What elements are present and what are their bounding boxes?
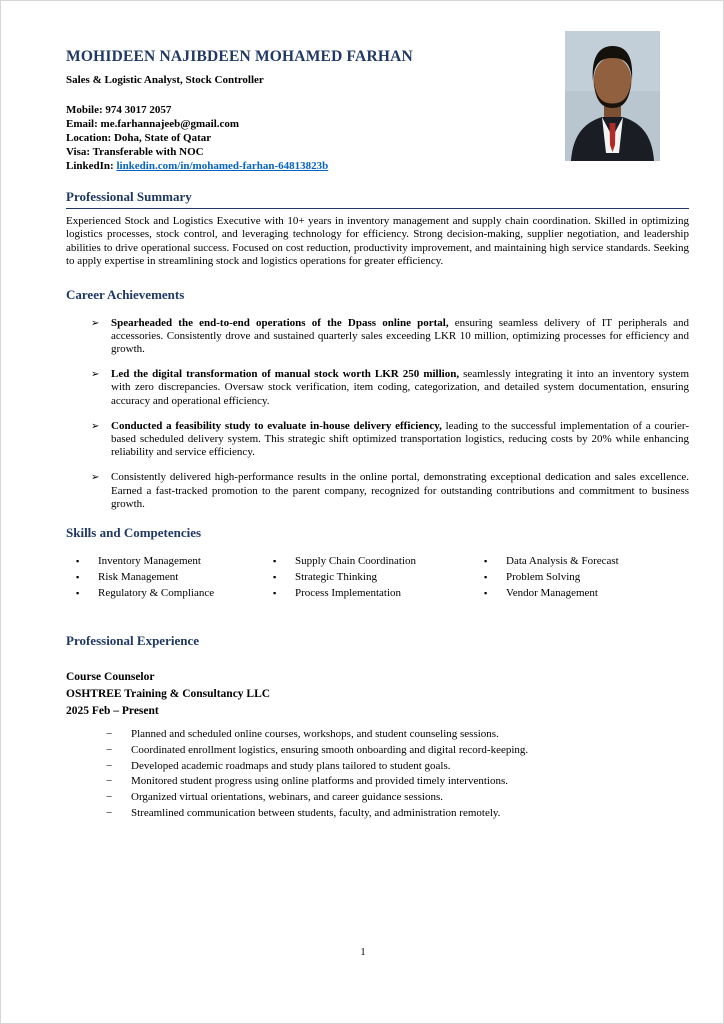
- square-bullet-icon: ▪: [273, 572, 277, 583]
- skills-heading: Skills and Competencies: [66, 525, 202, 541]
- dash-bullet-icon: −: [106, 807, 113, 820]
- mobile-value: 974 3017 2057: [105, 104, 172, 116]
- achievements-heading: Career Achievements: [66, 286, 185, 302]
- square-bullet-icon: ▪: [76, 588, 80, 599]
- dash-bullet-icon: −: [106, 743, 113, 756]
- achievement-text: [111, 317, 689, 357]
- achievement-rest: Consistently delivered high-performance results in the online portal, demonstrating exceptional dedication and sales excellence. Earned a fast-tracked promotion to the parent company, recognized for outstanding contributions and commitment to business growth.: [111, 471, 689, 510]
- job-bullet: [66, 774, 689, 790]
- job-role: Course Counselor: [66, 671, 155, 684]
- visa-label: Visa:: [66, 146, 91, 158]
- achievement-bold: Spearheaded the end-to-end operations of the Dpass online portal,: [111, 316, 449, 329]
- skill-item: [76, 585, 273, 601]
- experience-heading: Professional Experience: [66, 633, 199, 649]
- square-bullet-icon: ▪: [273, 556, 277, 567]
- square-bullet-icon: ▪: [484, 556, 488, 567]
- skill-label: Data Analysis & Forecast: [506, 555, 619, 568]
- skill-item: [484, 569, 689, 585]
- achievement-item: [66, 420, 689, 460]
- achievement-text: [111, 368, 689, 408]
- square-bullet-icon: ▪: [76, 572, 80, 583]
- section-skills: [66, 525, 689, 601]
- job-bullet: [66, 743, 689, 759]
- summary-text: Experienced Stock and Logistics Executive with 10+ years in inventory management and supply chain coordination. Skilled in optimizing logistics processes, stock control, and leveraging technology for efficiency. Strong decision-making, supplier negotiation, and leadership abilities to drive operational success. Focused on cost reduction, productivity improvement, and maintaining high service standards. Seeking to apply expertise in streamlining stock and logistics operations for greater efficiency.: [66, 215, 689, 268]
- section-professional-summary: [66, 189, 689, 269]
- square-bullet-icon: ▪: [76, 556, 80, 567]
- arrow-bullet-icon: ➢: [91, 317, 100, 329]
- skill-item: [484, 585, 689, 601]
- linkedin-link[interactable]: linkedin.com/in/mohamed-farhan-64813823b: [116, 160, 329, 172]
- achievement-rest: seamlessly integrating it into an inventory system with zero discrepancies. Oversaw stock verification, item coding, categorization, and detailed system documentation, ensuring accuracy and operational efficiency.: [111, 368, 689, 407]
- dash-bullet-icon: −: [106, 728, 113, 741]
- candidate-name: MOHIDEEN NAJIBDEEN MOHAMED FARHAN: [66, 48, 413, 65]
- achievement-text: [111, 471, 689, 511]
- skill-label: Strategic Thinking: [295, 571, 377, 584]
- contact-linkedin: [66, 159, 689, 173]
- skill-label: Vendor Management: [506, 587, 598, 600]
- dash-bullet-icon: −: [106, 775, 113, 788]
- skills-column: [273, 553, 484, 601]
- square-bullet-icon: ▪: [484, 572, 488, 583]
- skills-grid: [66, 553, 689, 601]
- skill-item: [484, 553, 689, 569]
- section-professional-experience: [66, 633, 689, 822]
- skill-item: [273, 569, 484, 585]
- skill-label: Regulatory & Compliance: [98, 587, 215, 600]
- skill-item: [273, 553, 484, 569]
- job-bullet-text: Organized virtual orientations, webinars, and career guidance sessions.: [131, 791, 443, 804]
- candidate-title: Sales & Logistic Analyst, Stock Controller: [66, 74, 264, 86]
- job-header: [66, 669, 689, 720]
- visa-value: Transferable with NOC: [92, 146, 204, 158]
- dash-bullet-icon: −: [106, 791, 113, 804]
- job-bullet-text: Planned and scheduled online courses, workshops, and student counseling sessions.: [131, 728, 499, 741]
- arrow-bullet-icon: ➢: [91, 369, 100, 381]
- achievement-item: [66, 317, 689, 357]
- achievement-bold: Conducted a feasibility study to evaluate in-house delivery efficiency,: [111, 419, 442, 432]
- job-bullet-text: Monitored student progress using online platforms and provided timely interventions.: [131, 775, 508, 788]
- achievements-list: [66, 317, 689, 511]
- skill-label: Risk Management: [98, 571, 179, 584]
- achievement-bold: Led the digital transformation of manual stock worth LKR 250 million,: [111, 368, 460, 381]
- achievement-item: [66, 368, 689, 408]
- skill-label: Supply Chain Coordination: [295, 555, 416, 568]
- job-bullet-text: Streamlined communication between students, faculty, and administration remotely.: [131, 807, 501, 820]
- skill-label: Process Implementation: [295, 587, 402, 600]
- email-label: Email:: [66, 118, 98, 130]
- skill-item: [76, 569, 273, 585]
- job-bullet-text: Coordinated enrollment logistics, ensuring smooth onboarding and digital record-keeping.: [131, 743, 529, 756]
- achievement-rest: ensuring seamless delivery of IT peripherals and accessories. Consistently drove and sustained quarterly sales exceeding LKR 10 million, optimizing processes for efficiency and growth.: [111, 316, 689, 356]
- summary-heading: Professional Summary: [66, 189, 689, 209]
- skill-label: Problem Solving: [506, 571, 581, 584]
- skills-column: [484, 553, 689, 601]
- square-bullet-icon: ▪: [484, 588, 488, 599]
- portrait-photo: [565, 31, 660, 161]
- achievement-item: [66, 471, 689, 511]
- job-bullet: [66, 806, 689, 822]
- page-number: 1: [360, 947, 366, 958]
- job-bullet: [66, 759, 689, 775]
- arrow-bullet-icon: ➢: [91, 420, 100, 432]
- job-bullet-list: [66, 727, 689, 822]
- location-label: Location:: [66, 132, 112, 144]
- job-period: 2025 Feb – Present: [66, 705, 159, 718]
- skills-column: [76, 553, 273, 601]
- section-career-achievements: [66, 287, 689, 511]
- square-bullet-icon: ▪: [273, 588, 277, 599]
- achievement-text: [111, 420, 689, 460]
- dash-bullet-icon: −: [106, 759, 113, 772]
- mobile-label: Mobile:: [66, 104, 103, 116]
- email-value: me.farhannajeeb@gmail.com: [100, 118, 240, 130]
- job-bullet-text: Developed academic roadmaps and study plans tailored to student goals.: [131, 759, 451, 772]
- job-bullet: [66, 790, 689, 806]
- achievement-rest: leading to the successful implementation of a courier-based scheduled delivery system. This strategic shift optimized transportation logistics, reducing costs by 20% while enhancing reliability and service efficiency.: [111, 419, 689, 459]
- job-bullet: [66, 727, 689, 743]
- job-company: OSHTREE Training & Consultancy LLC: [66, 688, 271, 701]
- location-value: Doha, State of Qatar: [113, 132, 212, 144]
- arrow-bullet-icon: ➢: [91, 472, 100, 484]
- linkedin-label: LinkedIn:: [66, 160, 114, 172]
- skill-item: [76, 553, 273, 569]
- skill-item: [273, 585, 484, 601]
- skill-label: Inventory Management: [98, 555, 201, 568]
